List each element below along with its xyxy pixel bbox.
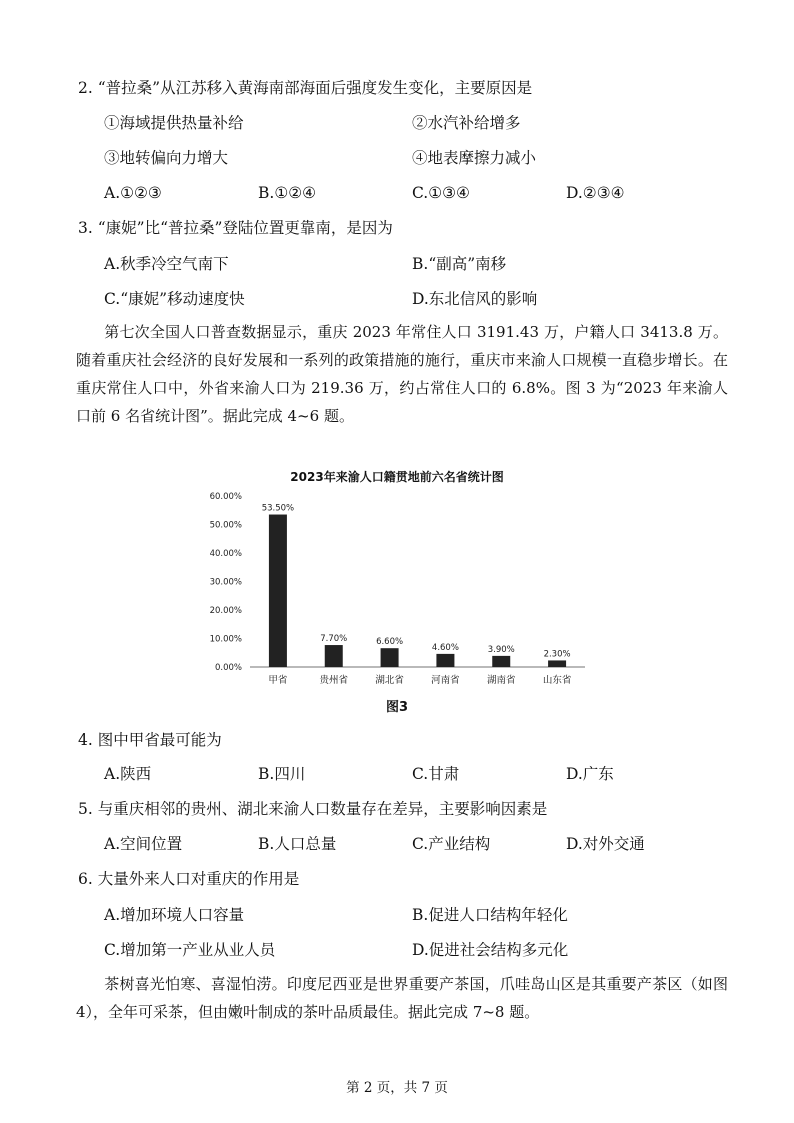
- figure-caption: 图3: [385, 700, 409, 715]
- x-tick-label: 甲省: [268, 675, 288, 686]
- q6-choice-d: D.促进社会结构多元化: [412, 941, 569, 959]
- y-tick-label: 50.00%: [209, 520, 242, 531]
- q3-stem: 3. “康妮”比“普拉桑”登陆位置更靠南，是因为: [78, 219, 393, 237]
- q2-option-3: ③地转偏向力增大: [104, 149, 229, 167]
- data-label: 2.30%: [543, 649, 571, 660]
- x-tick-label: 贵州省: [319, 675, 349, 686]
- q2-choice-a: A.①②③: [104, 184, 162, 202]
- q2-option-1: ①海域提供热量补给: [104, 114, 244, 132]
- passage-tea: 茶树喜光怕寒、喜湿怕涝。印度尼西亚是世界重要产茶国，爪哇岛山区是其重要产茶区（如图 4），全年可采茶，但由嫩叶制成的茶叶品质最佳。据此完成 7~8 题。: [76, 975, 728, 1021]
- q2-option-4: ④地表摩擦力减小: [412, 149, 537, 167]
- bar-5: [492, 656, 510, 667]
- y-tick-label: 10.00%: [209, 634, 242, 645]
- q2-choice-b: B.①②④: [258, 184, 317, 202]
- q2-stem: 2. “普拉桑”从江苏移入黄海南部海面后强度发生变化，主要原因是: [78, 79, 533, 97]
- q3-choice-a: A.秋季冷空气南下: [104, 255, 229, 273]
- q6-choice-a: A.增加环境人口容量: [104, 906, 245, 924]
- data-label: 3.90%: [487, 644, 515, 655]
- q5-choice-c: C.产业结构: [412, 835, 491, 853]
- bar-1: [269, 515, 287, 667]
- x-tick-label: 河南省: [431, 675, 460, 686]
- data-label: 53.50%: [261, 503, 295, 514]
- chart-title: 2023年来渝人口籍贯地前六名省统计图: [290, 470, 504, 484]
- q6-choice-b: B.促进人口结构年轻化: [412, 906, 568, 924]
- y-tick-label: 30.00%: [209, 577, 242, 588]
- bar-4: [436, 654, 454, 667]
- q4-choice-c: C.甘肃: [412, 765, 460, 783]
- q6-choice-c: C.增加第一产业从业人员: [104, 941, 276, 959]
- data-label: 4.60%: [431, 642, 459, 653]
- q2-option-2: ②水汽补给增多: [412, 114, 521, 132]
- q3-choice-d: D.东北信风的影响: [412, 290, 538, 308]
- x-tick-label: 山东省: [542, 675, 572, 686]
- q4-choice-a: A.陕西: [104, 765, 152, 783]
- data-label: 7.70%: [320, 634, 348, 645]
- population-bar-chart: [200, 480, 590, 692]
- bar-3: [381, 648, 399, 667]
- q3-choice-b: B.“副高”南移: [412, 255, 507, 273]
- data-label: 6.60%: [376, 637, 404, 648]
- x-tick-label: 湖北省: [375, 675, 404, 686]
- bar-2: [325, 645, 343, 667]
- q4-choice-b: B.四川: [258, 765, 306, 783]
- q2-choice-d: D.②③④: [566, 184, 625, 202]
- bar-6: [548, 660, 566, 667]
- passage-population: 第七次全国人口普查数据显示，重庆 2023 年常住人口 3191.43 万，户籍人口 3413.8 万。随着重庆社会经济的良好发展和一系列的政策措施的施行，重庆市来渝人口规模一直稳步增长。在重庆常住人口中，外省来渝人口为 219.36 万，约占常住人口的 6.8%。图 3 为“2023 年来渝人口前 6 名省统计图”。据此完成 4~6 题。: [76, 323, 728, 425]
- q5-choice-d: D.对外交通: [566, 835, 645, 853]
- q4-stem: 4. 图中甲省最可能为: [78, 731, 222, 749]
- q5-choice-b: B.人口总量: [258, 835, 337, 853]
- q6-stem: 6. 大量外来人口对重庆的作用是: [78, 870, 300, 888]
- q3-choice-c: C.“康妮”移动速度快: [104, 290, 245, 308]
- q5-choice-a: A.空间位置: [104, 835, 183, 853]
- q5-stem: 5. 与重庆相邻的贵州、湖北来渝人口数量存在差异，主要影响因素是: [78, 800, 548, 818]
- q2-choice-c: C.①③④: [412, 184, 470, 202]
- y-tick-label: 20.00%: [209, 606, 242, 616]
- y-tick-label: 40.00%: [209, 549, 242, 559]
- x-tick-label: 湖南省: [486, 675, 516, 686]
- page-footer: 第 2 页，共 7 页: [346, 1080, 448, 1096]
- q4-choice-d: D.广东: [566, 765, 614, 783]
- y-tick-label: 60.00%: [209, 492, 242, 502]
- y-tick-label: 0.00%: [214, 663, 242, 673]
